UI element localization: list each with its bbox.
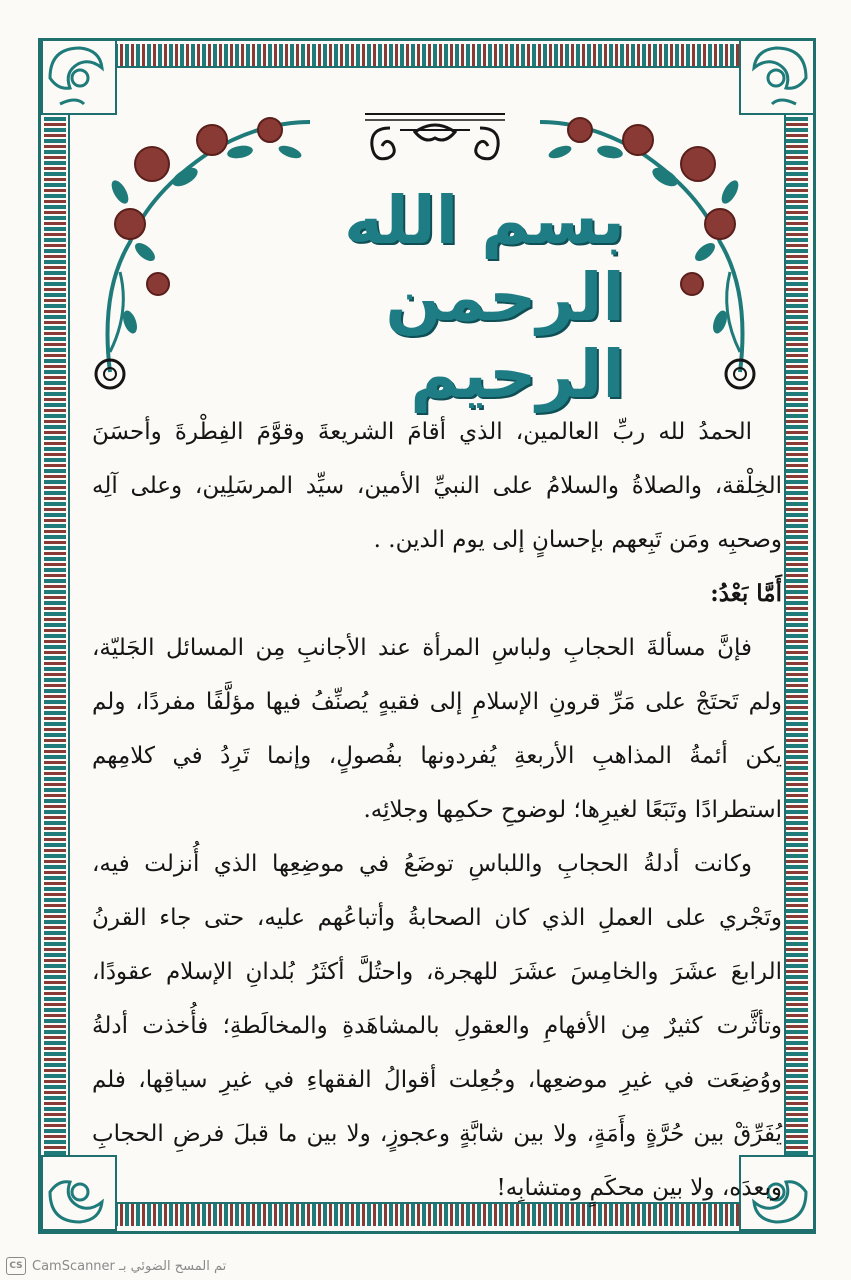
frame-band-top xyxy=(48,44,806,66)
paragraph-hijab-clarity: فإنَّ مسألةَ الحجابِ ولباسِ المرأة عند الأجانبِ مِن المسائل الجَليّة، ولم تَحتَجْ على مَرِّ قرونِ الإسلامِ إلى فقيهٍ يُصنِّفُ فيها مؤلَّفًا مفردًا، ولم يكن أئمةُ المذاهبِ الأربعةِ يُفردونها بفُصولٍ، وإنما تَرِدُ في كلامِهم استطرادًا وتَبَعًا لغيرِها؛ لوضوحِ حكمِها وجلائِه. xyxy=(92,635,782,823)
frame-band-right xyxy=(786,60,808,1210)
section-heading: أَمَّا بَعْدُ: xyxy=(710,580,782,607)
scanner-text: تم المسح الضوئي بـ CamScanner xyxy=(32,1258,227,1274)
frame-inner-line-top xyxy=(70,66,786,68)
intro-paragraph: الحمدُ لله ربِّ العالمين، الذي أقامَ الشريعةَ وقوَّمَ الفِطْرةَ وأحسَنَ الخِلْقة، والصلاةُ والسلامُ على النبيِّ الأمين، سيِّد المرسَلِين، وعلى آلِه وصحبِه ومَن تَبِعهم بإحسانٍ إلى يوم الدين. . xyxy=(92,419,782,553)
top-scroll-ornament-icon xyxy=(360,104,510,174)
main-text xyxy=(92,405,782,1215)
frame-inner-line-right xyxy=(784,66,786,1204)
paragraph-evidence-context: وكانت أدلةُ الحجابِ واللباسِ توضَعُ في موضِعِها الذي أُنزلت فيه، وتَجْري على العملِ الذي كان الصحابةُ وأتباعُهم عليه، حتى جاء القرنُ الرابعَ عشَرَ والخامِسَ عشَرَ للهجرة، واحتُلَّ أكثَرُ بُلدانِ الإسلام عقودًا، وتأثَّرت كثيرٌ مِن الأفهامِ والعقولِ بالمشاهَدةِ والمخالَطةِ؛ فأُخذت أدلةُ ووُضِعَت في غيرِ موضعِها، وجُعِلت أقوالُ الفقهاءِ في غيرِ سياقِها، فلم يُفَرِّقْ بين حُرَّةٍ وأَمَةٍ، ولا بين شابَّةٍ وعجوزٍ، ولا بين ما قبلَ فرضِ الحجابِ وبعدَه، ولا بين محكَمٍ ومتشابِه! xyxy=(92,851,782,1201)
camscanner-logo-icon: CS xyxy=(6,1257,26,1275)
frame-inner-line-left xyxy=(68,66,70,1204)
basmala-calligraphy: بسم الله الرحمن الرحيم xyxy=(343,181,625,413)
frame-band-left xyxy=(44,60,66,1210)
scanner-watermark xyxy=(0,1252,851,1280)
